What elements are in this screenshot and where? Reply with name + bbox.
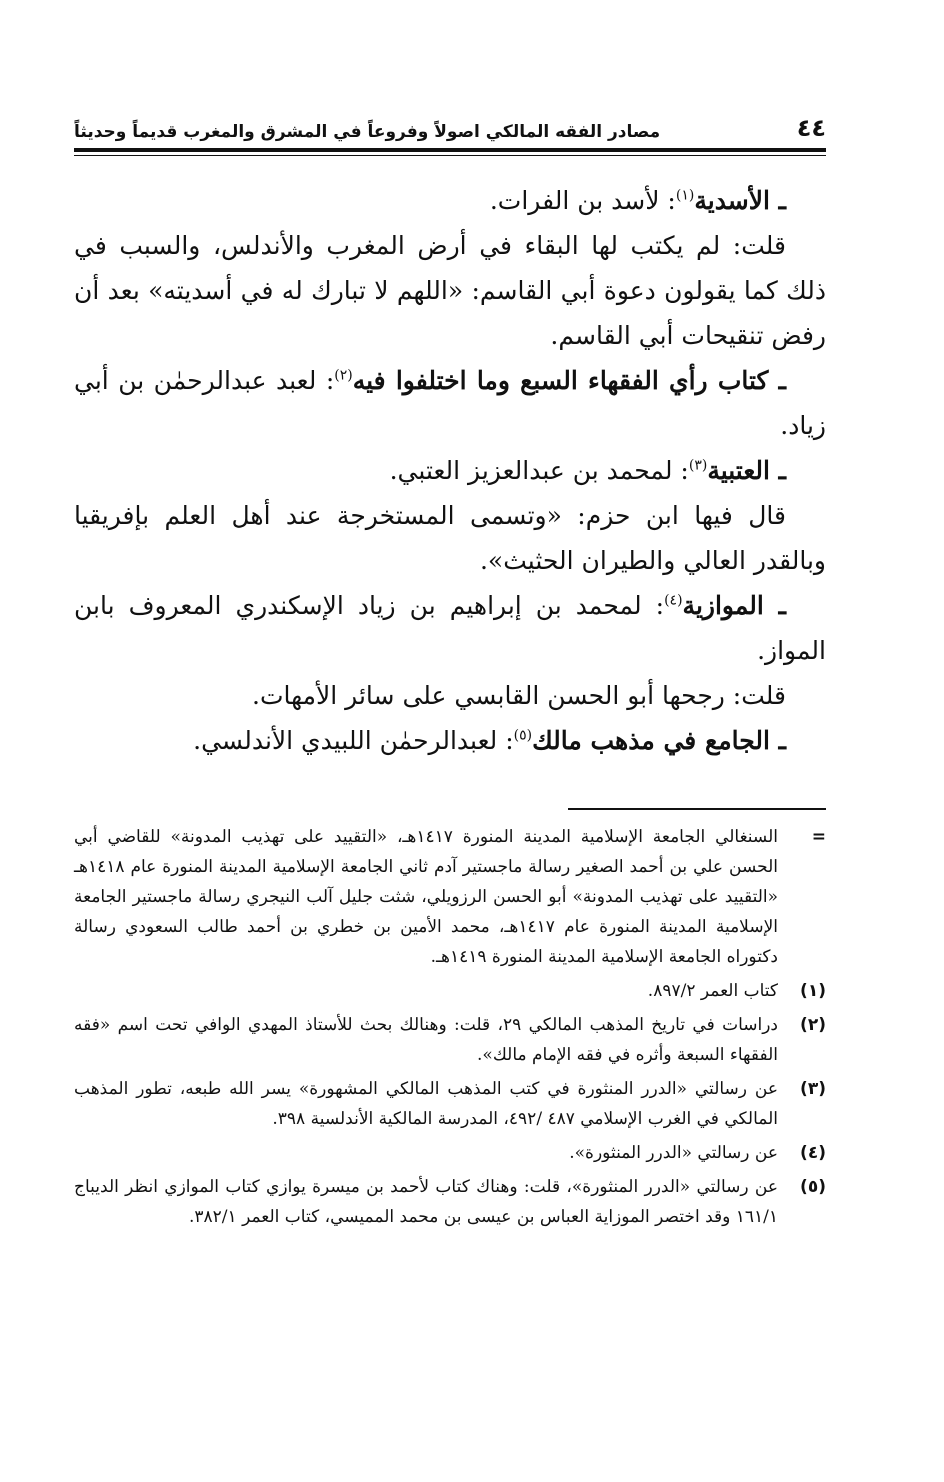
- entry-title: ـ الأسدية: [694, 186, 786, 215]
- main-text: [74, 178, 826, 763]
- paragraph-comment-1: قلت: لم يكتب لها البقاء في أرض المغرب والأندلس، والسبب في ذلك كما يقولون دعوة أبي القاسم: «اللهم لا تبارك له في أسديته» بعد أن رفض تنقيحات أبي القاسم.: [74, 231, 826, 350]
- page-header: [74, 108, 826, 142]
- footnote-5: [74, 1172, 826, 1232]
- footnote-mark: (٣): [800, 1079, 826, 1099]
- entry-text: : لعبدالرحمٰن اللبيدي الأندلسي.: [193, 726, 514, 755]
- footnote-text: عن رسالتي «الدرر المنثورة».: [569, 1143, 778, 1163]
- footnote-text: السنغالي الجامعة الإسلامية المدينة المنورة ١٤١٧هـ، «التقييد على تهذيب المدونة» للقاضي أبي الحسن علي بن أحمد الصغير رسالة ماجستير آدم ثاني الجامعة الإسلامية المدينة المنورة عام ١٤١٨هـ «التقييد على تهذيب المدونة» أبو الحسن الرزويلي، شثت جليل آلب النيجري رسالة ماجستير الجامعة الإسلامية المدينة المنورة عام ١٤١٧هـ، محمد الأمين بن خطري بن أحمد طالب السعودي رسالة دكتوراه الجامعة الإسلامية المدينة المنورة ١٤١٩هـ.: [74, 827, 778, 967]
- footnote-3: [74, 1074, 826, 1134]
- entry-mawaziyya: [74, 583, 826, 673]
- entry-jami: [74, 718, 826, 763]
- paragraph-ibn-hazm: قال فيها ابن حزم: «وتسمى المستخرجة عند أهل العلم بإفريقيا وبالقدر العالي والطيران الحثيث».: [74, 501, 826, 575]
- running-title: مصادر الفقه المالكي اصولاً وفروعاً في المشرق والمغرب قديماً وحديثاً: [74, 122, 661, 142]
- entry-title: ـ الموازية: [682, 591, 786, 620]
- footnote-separator: [568, 808, 826, 810]
- footnote-ref: (٣): [688, 457, 708, 474]
- entry-text: : لمحمد بن إبراهيم بن زياد الإسكندري المعروف بابن المواز.: [74, 591, 826, 665]
- entry-title: ـ الجامع في مذهب مالك: [532, 726, 786, 755]
- entry-asadiyya: [74, 178, 826, 223]
- footnote-ref: (٢): [334, 367, 353, 384]
- entry-text: : لعبد عبدالرحمٰن بن أبي زياد.: [74, 366, 826, 440]
- footnote-ref: (١): [675, 187, 695, 204]
- entry-title: ـ العتبية: [707, 456, 786, 485]
- entry-title: ـ كتاب رأي الفقهاء السبع وما اختلفوا فيه: [352, 366, 787, 395]
- footnote-mark: (٢): [800, 1015, 826, 1035]
- footnote-mark: (٤): [800, 1143, 826, 1163]
- entry-text: : لمحمد بن عبدالعزيز العتبي.: [389, 456, 689, 485]
- footnote-ref: (٥): [513, 727, 533, 744]
- page-number: ٤٤: [796, 114, 826, 142]
- entry-text: : لأسد بن الفرات.: [489, 186, 676, 215]
- footnote-text: كتاب العمر ٨٩٧/٢.: [647, 981, 778, 1001]
- footnote-continued: [74, 822, 826, 972]
- footnote-2: [74, 1010, 826, 1070]
- header-rule-thick: [74, 148, 826, 152]
- footnote-mark: (٥): [800, 1177, 826, 1197]
- entry-fuqaha-sab: [74, 358, 826, 448]
- footnote-text: عن رسالتي «الدرر المنثورة في كتب المذهب المالكي المشهورة» يسر الله طبعه، تطور المذهب المالكي في الغرب الإسلامي ٤٨٧ /٤٩٢، المدرسة المالكية الأندلسية ٣٩٨.: [74, 1079, 778, 1129]
- entry-utbiyya: [74, 448, 826, 493]
- footnote-1: [74, 976, 826, 1006]
- footnote-mark: (١): [800, 981, 826, 1001]
- footnote-ref: (٤): [664, 592, 683, 609]
- footnote-text: دراسات في تاريخ المذهب المالكي ٢٩، قلت: وهنالك بحث للأستاذ المهدي الوافي تحت اسم «فقه الفقهاء السبعة وأثره في فقه الإمام مالك».: [74, 1015, 779, 1065]
- paragraph-comment-2: قلت: رجحها أبو الحسن القابسي على سائر الأمهات.: [252, 681, 786, 710]
- footnote-mark: =: [811, 827, 826, 847]
- footnote-4: [74, 1138, 826, 1168]
- footnote-text: عن رسالتي «الدرر المنثورة»، قلت: وهناك كتاب لأحمد بن ميسرة يوازي كتاب الموازي انظر الديباج ١٦١/١ وقد اختصر الموزاية العباس بن عيسى بن محمد المميسي، كتاب العمر ٣٨٢/١.: [74, 1177, 778, 1227]
- footnotes: [74, 822, 826, 1236]
- header-rule-thin: [74, 155, 826, 156]
